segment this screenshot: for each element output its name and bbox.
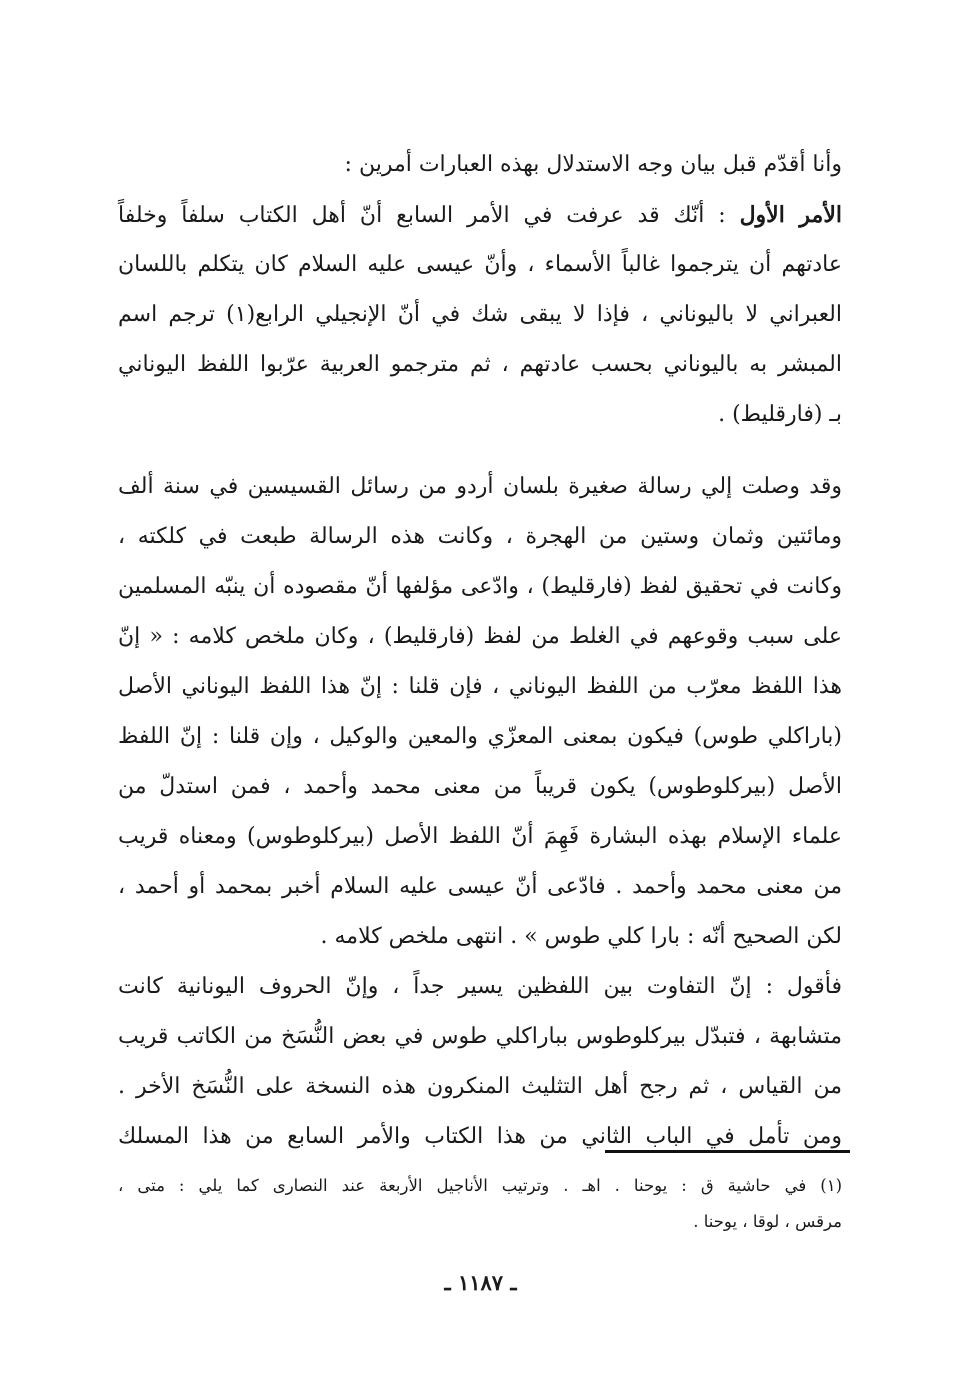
paragraph-2-line-10: لكن الصحيح أنّه : بارا كلي طوس » . انتهى ملخص كلامه . <box>320 924 842 949</box>
paragraph-2-line-9: من معنى محمد وأحمد . فادّعى أنّ عيسى عليه السلام أخبر بمحمد أو أحمد ، <box>118 874 843 899</box>
footnote-separator <box>605 1150 850 1153</box>
section-heading: الأمر الأول <box>739 202 842 228</box>
paragraph-3-line-2: متشابهة ، فتبدّل بيركلوطوس بباراكلي طوس في بعض النُّسَخ من الكاتب قريب <box>118 1024 842 1049</box>
footnotes <box>118 1168 842 1240</box>
footnote-line-2: مرقس ، لوقا ، يوحنا . <box>693 1212 842 1231</box>
paragraph-2-line-1: وقد وصلت إلي رسالة صغيرة بلسان أردو من رسائل القسيسين في سنة ألف <box>118 474 842 499</box>
paragraph-3-line-1: فأقول : إنّ التفاوت بين اللفظين يسير جداً ، وإنّ الحروف اليونانية كانت <box>118 974 842 999</box>
main-text <box>118 140 842 1162</box>
paragraph-2-line-6: (باراكلي طوس) فيكون بمعنى المعزّي والمعين والوكيل ، وإن قلنا : إنّ اللفظ <box>118 724 842 749</box>
footnote-line-1: (١) في حاشية ق : يوحنا . اهـ . وترتيب الأناجيل الأربعة عند النصارى كما يلي : متى ، <box>118 1176 842 1195</box>
paragraph-2-line-5: هذا اللفظ معرّب من اللفظ اليوناني ، فإن قلنا : إنّ هذا اللفظ اليوناني الأصل <box>118 674 842 699</box>
paragraph-1-line-1-text: : أنّك قد عرفت في الأمر السابع أنّ أهل الكتاب سلفاً وخلفاً <box>118 203 740 228</box>
paragraph-2-line-2: ومائتين وثمان وستين من الهجرة ، وكانت هذه الرسالة طبعت في كلكته ، <box>118 524 842 549</box>
paragraph-2-line-4: على سبب وقوعهم في الغلط من لفظ (فارقليط) ، وكان ملخص كلامه : « إنّ <box>118 624 842 649</box>
paragraph-2-line-7: الأصل (بيركلوطوس) يكون قريباً من معنى محمد وأحمد ، فمن استدلّ من <box>118 774 842 799</box>
paragraph-gap <box>118 440 842 462</box>
paragraph-1-line-3: العبراني لا باليوناني ، فإذا لا يبقى شك في أنّ الإنجيلي الرابع(١) ترجم اسم <box>118 302 842 327</box>
paragraph-2-line-8: علماء الإسلام بهذه البشارة فَهِمَ أنّ اللفظ الأصل (بيركلوطوس) ومعناه قريب <box>118 824 842 849</box>
paragraph-3-line-4: ومن تأمل في الباب الثاني من هذا الكتاب والأمر السابع من هذا المسلك <box>118 1124 842 1149</box>
paragraph-1-line-2: عادتهم أن يترجموا غالباً الأسماء ، وأنّ عيسى عليه السلام كان يتكلم باللسان <box>118 252 842 277</box>
paragraph-1-line-4: المبشر به باليوناني بحسب عادتهم ، ثم مترجمو العربية عرّبوا اللفظ اليوناني <box>118 352 842 377</box>
paragraph-1-line-5: بـ (فارقليط) . <box>718 402 842 427</box>
intro-line: وأنا أقدّم قبل بيان وجه الاستدلال بهذه العبارات أمرين : <box>344 152 842 177</box>
paragraph-2-line-3: وكانت في تحقيق لفظ (فارقليط) ، وادّعى مؤلفها أنّ مقصوده أن ينبّه المسلمين <box>118 574 842 599</box>
paragraph-1-line-1 <box>118 190 842 240</box>
paragraph-3-line-3: من القياس ، ثم رجح أهل التثليث المنكرون هذه النسخة على النُّسَخ الأخر . <box>118 1074 842 1099</box>
page-number: ـ ١١٨٧ ـ <box>444 1270 517 1295</box>
